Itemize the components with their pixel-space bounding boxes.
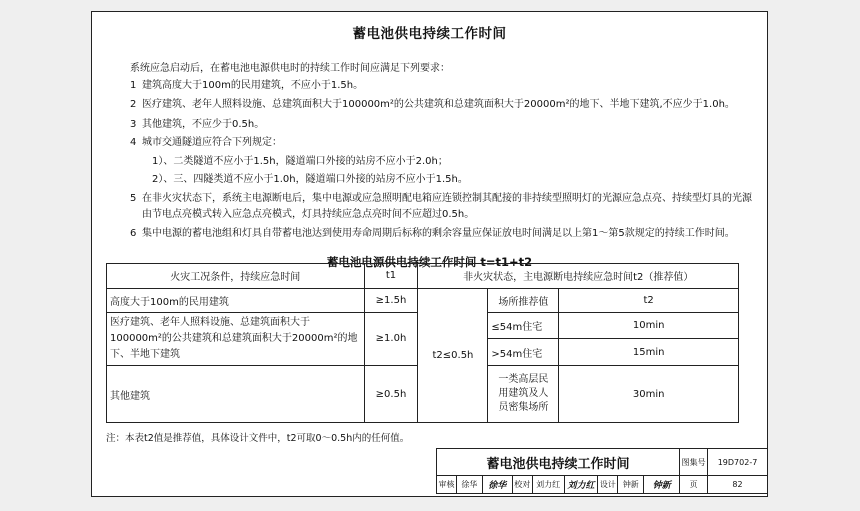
item-number: 3 xyxy=(130,119,137,130)
page-label: 页 xyxy=(680,476,708,494)
table-title: 蓄电池电源供电持续工作时间 t=t1+t2 xyxy=(326,255,533,269)
item-number: 1 xyxy=(130,80,137,91)
drawing-sheet xyxy=(91,11,768,497)
drawing-name: 蓄电池供电持续工作时间 xyxy=(437,449,680,476)
item-number: 6 xyxy=(130,228,137,239)
item-text: 建筑高度大于100m的民用建筑，不应小于1.5h。 xyxy=(142,80,364,91)
list-subitem xyxy=(140,173,468,187)
t2-range-cell: t2≤0.5h xyxy=(418,288,488,422)
atlas-label: 图集号 xyxy=(680,449,708,476)
item-text: 集中电源的蓄电池组和灯具自带蓄电池达到使用寿命周期后标称的剩余容量应保证放电时间满足以上第1～第5款规定的持续工作时间。 xyxy=(142,228,735,239)
condition-cell: 医疗建筑、老年人照料设施、总建筑面积大于100000m²的公共建筑和总建筑面积大于20000m²的地下、半地下建筑 xyxy=(107,312,365,366)
item-text: 在非火灾状态下，系统主电源断电后，集中电源或应急照明配电箱应连锁控制其配接的非持续型照明灯的光源应急点亮、持续型灯具的光源 xyxy=(142,193,752,204)
designer-name: 钟新 xyxy=(618,476,644,494)
t2-value-cell: 15min xyxy=(559,339,739,366)
page-number: 82 xyxy=(708,476,768,494)
t1-cell: ≥1.0h xyxy=(364,312,418,366)
condition-cell: 其他建筑 xyxy=(107,366,365,423)
item-number: 5 xyxy=(130,193,137,204)
place-cell: ≤54m住宅 xyxy=(488,312,559,339)
list-subitem xyxy=(140,155,448,169)
page-title: 蓄电池供电持续工作时间 xyxy=(352,26,507,42)
list-item xyxy=(130,98,735,112)
header-t2: 非火灾状态，主电源断电持续应急时间t2（推荐值） xyxy=(418,264,739,289)
item-text: 1）、二类隧道不应小于1.5h，隧道端口外接的站房不应小于2.0h； xyxy=(152,156,448,167)
list-item xyxy=(130,118,264,132)
checker-signature: 刘力红 xyxy=(564,476,598,494)
reviewer-signature: 徐华 xyxy=(482,476,512,494)
t2-value-cell: 10min xyxy=(559,312,739,339)
table-note: 注：本表t2值是推荐值，具体设计文件中，t2可取0～0.5h内的任何值。 xyxy=(106,433,410,444)
item-text: 其他建筑，不应少于0.5h。 xyxy=(142,119,265,130)
title-block xyxy=(436,448,768,494)
place-cell: >54m住宅 xyxy=(488,339,559,366)
place-header-cell: 场所推荐值 xyxy=(488,288,559,312)
condition-cell: 高度大于100m的民用建筑 xyxy=(107,288,365,312)
t1-cell: ≥1.5h xyxy=(364,288,418,312)
place-cell: 一类高层民用建筑及人员密集场所 xyxy=(488,366,559,423)
duration-table xyxy=(106,263,739,423)
review-label: 审核 xyxy=(437,476,457,494)
item-number: 4 xyxy=(130,137,137,148)
t2-value-cell: 30min xyxy=(559,366,739,423)
t2-header-cell: t2 xyxy=(559,288,739,312)
item-text: 2）、三、四隧类道不应小于1.0h，隧道端口外接的站房不应小于1.5h。 xyxy=(152,174,468,185)
header-t1: t1 xyxy=(364,264,418,289)
list-item-continuation xyxy=(130,208,474,222)
list-item xyxy=(130,79,363,93)
item-text: 城市交通隧道应符合下列规定： xyxy=(142,137,282,148)
header-condition: 火灾工况条件，持续应急时间 xyxy=(107,264,365,289)
t1-cell: ≥0.5h xyxy=(364,366,418,423)
table-header-row xyxy=(107,264,739,289)
list-item xyxy=(130,192,752,206)
designer-signature: 钟新 xyxy=(644,476,680,494)
intro-text: 系统应急启动后，在蓄电池电源供电时的持续工作时间应满足下列要求： xyxy=(130,63,450,74)
item-text: 由节电点亮模式转入应急点亮模式，灯具持续应急点亮时间不应超过0.5h。 xyxy=(142,209,475,220)
table-row xyxy=(107,288,739,312)
checker-name: 刘力红 xyxy=(532,476,564,494)
list-item xyxy=(130,227,735,241)
item-number: 2 xyxy=(130,99,137,110)
list-item xyxy=(130,136,282,150)
check-label: 校对 xyxy=(512,476,532,494)
reviewer-name: 徐华 xyxy=(456,476,482,494)
item-text: 医疗建筑、老年人照料设施、总建筑面积大于100000m²的公共建筑和总建筑面积大于20000m²的地下、半地下建筑,不应少于1.0h。 xyxy=(142,99,735,110)
design-label: 设计 xyxy=(598,476,618,494)
atlas-number: 19D702-7 xyxy=(708,449,768,476)
